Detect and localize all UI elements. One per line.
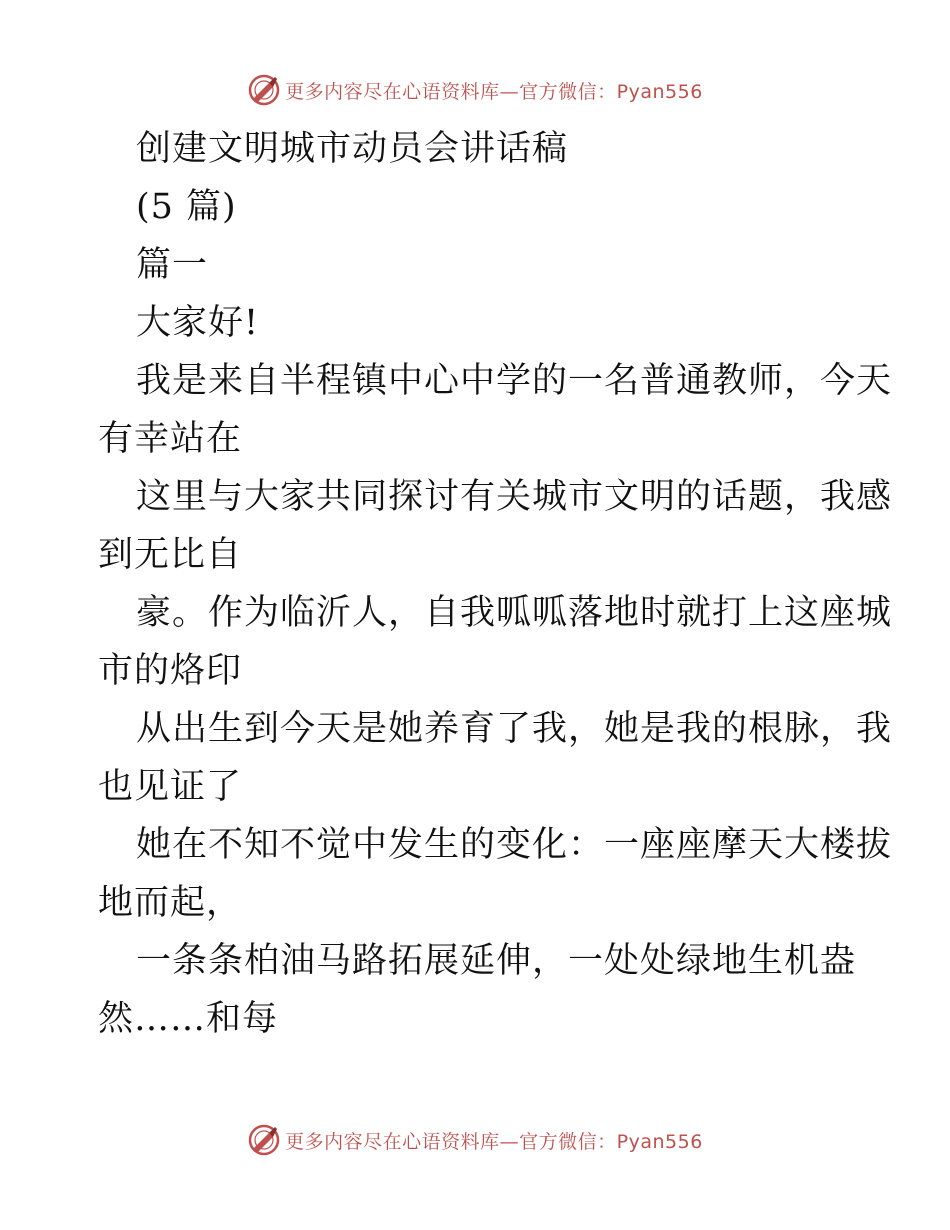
header-wechat-id: Pyan556 — [616, 80, 703, 103]
footer-banner-text — [285, 1127, 703, 1154]
section-heading: 篇一 — [136, 245, 209, 285]
paragraph-line: 也见证了 — [98, 767, 243, 807]
footer-banner — [0, 1118, 950, 1162]
footer-banner-label: 更多内容尽在心语资料库—官方微信： — [285, 1130, 617, 1153]
header-banner-text — [285, 77, 703, 104]
paragraph-line: 她在不知不觉中发生的变化：一座座摩天大楼拔 — [136, 825, 893, 865]
paragraph-line: 我是来自半程镇中心中学的一名普通教师，今天 — [136, 361, 893, 401]
paragraph-line: 市的烙印 — [98, 651, 243, 691]
footer-wechat-id: Pyan556 — [616, 1130, 703, 1153]
paragraph-line: 大家好! — [136, 303, 260, 343]
header-banner — [0, 68, 950, 112]
paragraph-line: 一条条柏油马路拓展延伸，一处处绿地生机盎 — [136, 941, 857, 981]
pen-nib-logo-icon — [247, 1123, 281, 1157]
paragraph-line: 有幸站在 — [98, 419, 243, 459]
paragraph-line: 从出生到今天是她养育了我，她是我的根脉，我 — [136, 709, 893, 749]
pen-nib-logo-icon — [247, 73, 281, 107]
header-banner-label: 更多内容尽在心语资料库—官方微信： — [285, 80, 617, 103]
paragraph-line: 豪。作为临沂人，自我呱呱落地时就打上这座城 — [136, 593, 893, 633]
document-subtitle: (5 篇) — [136, 187, 237, 227]
paragraph-line: 然……和每 — [98, 999, 279, 1039]
paragraph-line: 到无比自 — [98, 535, 243, 575]
document-body — [98, 120, 893, 1048]
paragraph-line: 地而起， — [98, 883, 243, 923]
paragraph-line: 这里与大家共同探讨有关城市文明的话题，我感 — [136, 477, 893, 517]
document-title: 创建文明城市动员会讲话稿 — [136, 129, 569, 169]
